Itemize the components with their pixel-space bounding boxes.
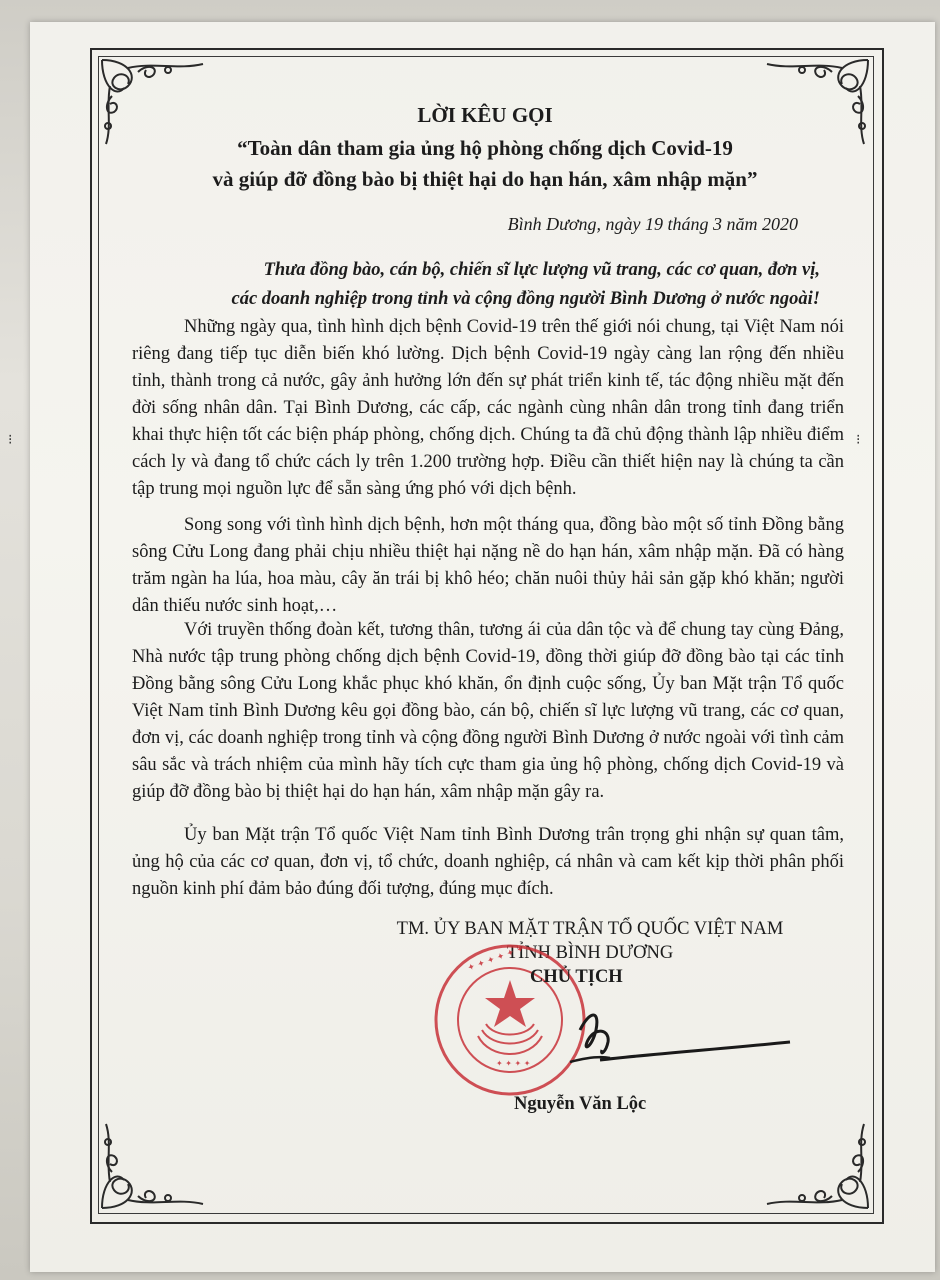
place-and-date: Bình Dương, ngày 19 tháng 3 năm 2020: [507, 214, 798, 234]
margin-mark-left: ⁝: [8, 433, 13, 448]
document-subtitle: [100, 133, 870, 195]
svg-text:✦ ✦ ✦ ✦: ✦ ✦ ✦ ✦: [496, 1059, 531, 1068]
handwritten-signature: [450, 1000, 800, 1080]
salutation-line-1: Thưa đồng bào, cán bộ, chiến sĩ lực lượng vũ trang, các cơ quan, đơn vị,: [263, 260, 820, 280]
body-paragraph-2: Song song với tình hình dịch bệnh, hơn một tháng qua, đồng bào một số tỉnh Đồng bằng sông Cửu Long đang phải chịu nhiều thiệt hại nặng nề do hạn hán, xâm nhập mặn. Đã có hàng trăm ngàn ha lúa, hoa màu, cây ăn trái bị khô héo; chăn nuôi thủy hải sản gặp khó khăn; người dân thiếu nước sinh hoạt,…: [132, 515, 844, 616]
document-title: LỜI KÊU GỌI: [417, 103, 553, 127]
body-paragraph-1: Những ngày qua, tình hình dịch bệnh Covid-19 trên thế giới nói chung, tại Việt Nam nói riêng đang tiếp tục diễn biến khó lường. Dịch bệnh Covid-19 ngày càng lan rộng đến nhiều tỉnh, thành trong cả nước, gây ảnh hưởng lớn đến sự phát triển kinh tế, tác động nhiều mặt đến đời sống nhân dân. Tại Bình Dương, các cấp, các ngành cùng nhân dân trong tỉnh đang triển khai thực hiện tốt các biện pháp phòng, chống dịch. Chúng ta đã chủ động thành lập nhiều điểm cách ly và đang tổ chức cách ly trên 1.200 trường hợp. Điều cần thiết hiện nay là chúng ta cần tập trung mọi nguồn lực để sẵn sàng ứng phó với dịch bệnh.: [132, 317, 844, 499]
signature-org-line-2: TỈNH BÌNH DƯƠNG: [506, 943, 674, 963]
signature-org-line-1: TM. ỦY BAN MẶT TRẬN TỔ QUỐC VIỆT NAM: [396, 919, 784, 939]
signer-name: Nguyễn Văn Lộc: [514, 1094, 647, 1114]
corner-ornament-bottom-left: [98, 1122, 208, 1212]
subtitle-line-1: “Toàn dân tham gia ủng hộ phòng chống dịch Covid-19: [237, 136, 733, 160]
signature-organization: [350, 917, 830, 965]
signature-title: CHỦ TỊCH: [530, 967, 623, 987]
salutation-line-2: các doanh nghiệp trong tỉnh và cộng đồng người Bình Dương ở nước ngoài!: [231, 289, 820, 309]
margin-mark-right: ⁝: [856, 433, 861, 448]
subtitle-line-2: và giúp đỡ đồng bào bị thiệt hại do hạn hán, xâm nhập mặn”: [212, 167, 758, 191]
corner-ornament-bottom-right: [762, 1122, 872, 1212]
salutation: [130, 256, 820, 314]
svg-text:✦ ✦ ✦ ✦ ✦ ✦: ✦ ✦ ✦ ✦ ✦ ✦: [466, 944, 526, 974]
body-paragraph-4: Ủy ban Mặt trận Tổ quốc Việt Nam tỉnh Bình Dương trân trọng ghi nhận sự quan tâm, ủng hộ của các cơ quan, đơn vị, tổ chức, doanh nghiệp, cá nhân và cam kết kịp thời phân phối nguồn kinh phí đảm bảo đúng đối tượng, đúng mục đích.: [132, 825, 844, 899]
body-paragraph-3: Với truyền thống đoàn kết, tương thân, tương ái của dân tộc và để chung tay cùng Đảng, Nhà nước tập trung phòng chống dịch bệnh Covid-19, đồng thời giúp đỡ đồng bào tại các tỉnh Đồng bằng sông Cửu Long khắc phục khó khăn, ổn định cuộc sống, Ủy ban Mặt trận Tổ quốc Việt Nam tỉnh Bình Dương kêu gọi đồng bào, cán bộ, chiến sĩ lực lượng vũ trang, các cơ quan, đơn vị, các doanh nghiệp trong tỉnh và cộng đồng người Bình Dương ở nước ngoài với tình cảm sâu sắc và trách nhiệm của mình hãy tích cực tham gia ủng hộ phòng, chống dịch Covid-19 và giúp đỡ đồng bào bị thiệt hại do hạn hán, xâm nhập mặn gây ra.: [132, 620, 845, 802]
